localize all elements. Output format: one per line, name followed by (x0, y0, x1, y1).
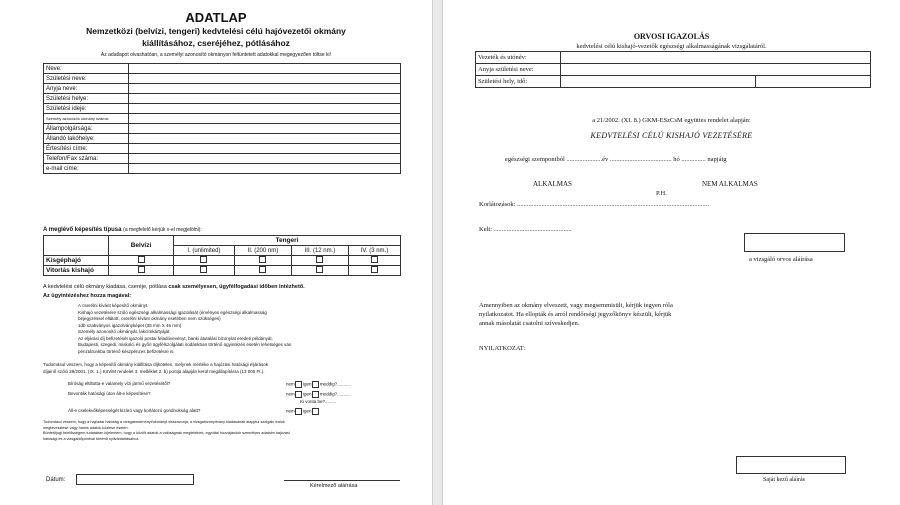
bring-item: 1db szabványos igazolványképet (35 mm X 45 mm) (78, 322, 182, 328)
kelt-line: Kelt: ................................................ (479, 226, 572, 233)
qualification-heading: A meglévő képesítés típusa (a megfelelő kérjük x-el megjelölni): (43, 227, 202, 233)
field-value-input[interactable] (129, 114, 401, 124)
own-signature-label: Saját kezű aláírás (763, 477, 805, 483)
nem-alkalmas-label: NEM ALKALMAS (702, 180, 758, 188)
answer-row-1: nem igen meddig?........... (286, 381, 351, 387)
datum-label: Dátum: (46, 477, 66, 483)
patient-field-input[interactable] (561, 64, 871, 76)
checkbox[interactable] (200, 256, 207, 263)
doctor-signature-box[interactable] (744, 233, 845, 252)
field-label: Anyja neve: (44, 84, 129, 94)
checkbox[interactable] (316, 266, 323, 273)
checkbox-igen[interactable] (312, 408, 319, 415)
checkbox[interactable] (371, 256, 378, 263)
alkalmas-label: ALKALMAS (533, 180, 572, 188)
orvosi-subtitle: kedvtelési célú kishajó-vezetők egészségi alkalmasságának vizsgálatáról. (576, 43, 767, 50)
field-value-input[interactable] (129, 74, 401, 84)
field-label: Értesítési címe: (44, 144, 129, 154)
field-label: Telefon/Fax száma: (44, 154, 129, 164)
field-label: Állandó lakóhelye: (44, 134, 129, 144)
bring-item: Budapesti, szegedi, miskolci és győri ügyfélszolgálati irodánkban történő ügyintézés esetén lehetséges van (78, 342, 292, 347)
checkbox-nem[interactable] (295, 408, 302, 415)
patient-field-label: Anyja születési neve: (476, 64, 561, 76)
bring-item: A cserélni kívánt képesítő okmányt. (78, 303, 149, 308)
info-bring-heading: Az ügyintézéshez hozza magával: (43, 293, 132, 299)
field-value-input[interactable] (129, 164, 401, 174)
field-value-input[interactable] (129, 124, 401, 134)
checkbox[interactable] (138, 266, 145, 273)
patient-field-label: Vezeték és utónév: (476, 52, 561, 64)
field-label: Születési ideje: (44, 104, 129, 114)
question-3: Áll-e cselekvőképességét kizáró vagy korlátozó gondnokság alatt? (68, 408, 201, 413)
legal-text: Tudomásul veszem, hogy a hajózási hatóság a vizsgaeredményt/okmányt visszavonja, a vizsgabizonyítvány kiadásának alapjául szolgáló iratok megtévesztése vagy hamis adatok közlése esetén. Büntetőjogi felelősségem tudatában kijelentem, hogy a közölt adatok a valóságnak megfelelnek, egyúttal hozzájárulok személyes adataim hajózási hatósági és a vizsgaidőpontnál történő nyilvántartásához. (43, 420, 290, 441)
checkbox-igen[interactable] (312, 391, 319, 398)
field-value-input[interactable] (129, 84, 401, 94)
health-validity-line: egészségi szempontból ......................év ...................................... hó ............... napjáig (505, 156, 727, 163)
checkbox-igen[interactable] (312, 381, 319, 388)
field-label: Személy azonosító okmány száma: (44, 114, 129, 124)
bring-item: Személy azonosító okmányát, lakcímkártyáját (78, 329, 170, 334)
checkbox[interactable] (371, 266, 378, 273)
korlatozasok-line: Korlátozások: ...................................................................................................................... (479, 201, 709, 208)
sub-col-2: II. (200 nm) (234, 246, 291, 256)
fee-notice: Tudomásul veszem, hogy a képesítő okmány kiállítása díjköteles, melynek mértéke a hajózási hatósági eljárások díjairól szóló 29/2001. (IX. 1.) KöViM rendelet 3. melléklet 2. b) pontja alapján kerül megállapításra (13 000 Ft.). (43, 362, 268, 374)
checkbox-nem[interactable] (295, 381, 302, 388)
orvosi-title: ORVOSI IGAZOLÁS (633, 32, 710, 41)
question-2: Bevonták hatósági úton ált-e képesítése? (68, 391, 151, 396)
field-value-input[interactable] (129, 154, 401, 164)
page-gutter (432, 0, 443, 505)
field-label: Születési neve: (44, 74, 129, 84)
datum-input[interactable] (76, 474, 194, 485)
own-signature-box[interactable] (736, 456, 846, 474)
col-belvizi: Belvízi (109, 236, 174, 256)
adatlap-page (0, 0, 432, 505)
row-vitorlas-kishajo: Vitorlás kishajó (44, 266, 109, 276)
bring-list (78, 303, 291, 355)
checkbox[interactable] (200, 266, 207, 273)
checkbox[interactable] (259, 256, 266, 263)
checkbox[interactable] (316, 256, 323, 263)
field-label: Állampolgársága: (44, 124, 129, 134)
info-personal: A kedvtelési célú okmány kiadása, cseréje, pótlása csak személyesen, ügyfélfogadási időben intézhető. (43, 284, 305, 290)
patient-field-input[interactable] (561, 76, 756, 88)
kerelmezo-signature-label: Kérelmező aláírása (310, 483, 358, 489)
field-value-input[interactable] (129, 144, 401, 154)
patient-field-input[interactable] (756, 76, 871, 88)
signature-line (284, 480, 400, 481)
field-value-input[interactable] (129, 104, 401, 114)
checkbox[interactable] (138, 256, 145, 263)
field-label: Születési helye: (44, 94, 129, 104)
bring-item: pénztárunkba történő készpénzes befizetésre is. (78, 348, 175, 354)
adatlap-subtitle-1: Nemzetközi (belvízi, tengeri) kedvtelési célú hajóvezetői okmány (86, 26, 346, 36)
sub-col-3: III. (12 nm.) (291, 246, 348, 256)
field-value-input[interactable] (129, 94, 401, 104)
sub-col-4: IV. (3 nm.) (349, 246, 401, 256)
bring-item: Az eljárási díj befizetését igazoló postai feladóvevényt, banki átutalási bizonylat eredeti példányát. (78, 335, 273, 341)
ph-label: P.H. (656, 190, 667, 197)
checkbox-nem[interactable] (295, 391, 302, 398)
ki-vonta-be: Ki vonta be?......... (300, 399, 337, 404)
personal-data-table (43, 63, 401, 174)
checkbox[interactable] (259, 266, 266, 273)
kedvtelesi-heading: KEDVTELÉSI CÉLÚ KISHAJÓ VEZETÉSÉRE (590, 131, 753, 140)
patient-field-label: Születési hely, idő: (476, 76, 561, 88)
answer-row-3: nem igen (286, 408, 319, 415)
field-value-input[interactable] (129, 134, 401, 144)
adatlap-note: Az adatlapot olvashatóan, a személyi azonosító okmányon feltüntetett adatokkal megegyezően töltse ki! (100, 52, 332, 58)
nyilatkozat-label: NYILATKOZAT: (479, 345, 526, 352)
lost-document-notice: Amennyiben az okmány elveszett, vagy megsemmisült, kérjük tegyen róla nyilatkozatot. Ha ellopták és arról rendőrségi jegyzőkönyv készült, kérjük annak másolatát csatolni szíveskedjen. (479, 302, 673, 327)
doctor-signature-label: a vizsgáló orvos aláírása (749, 256, 813, 263)
patient-field-input[interactable] (561, 52, 871, 64)
field-value-input[interactable] (129, 64, 401, 74)
answer-row-2: nem igen meddig?........... (286, 391, 351, 397)
field-label: Neve: (44, 64, 129, 74)
bring-item: Kishajó vezetésére szóló egészségi alkalmassági igazolását (érvényes egészségi alkalmasság (78, 309, 267, 315)
col-tengeri: Tengeri (174, 236, 401, 246)
qualification-table (43, 235, 401, 276)
question-1: Bíróság eltiltotta-e valamely vízi jármű vezetésétől? (68, 381, 171, 386)
sub-col-1: I. (unlimited) (174, 246, 235, 256)
decree-line: a 21/2002. (XI. 8.) GKM-ESzCsM együttes rendelet alapján: (592, 117, 751, 124)
field-label: e-mail címe: (44, 164, 129, 174)
adatlap-title: ADATLAP (185, 10, 247, 25)
orvosi-igazolas-page (443, 0, 900, 505)
patient-table (475, 51, 871, 88)
bring-item: bejegyzéssel ellátott, cserélni kívánt okmány esetében nem szükséges) (78, 316, 221, 321)
row-kisgephajo: Kisgéphajó (44, 256, 109, 266)
adatlap-subtitle-2: kiállításához, cseréjéhez, pótlásához (142, 38, 290, 48)
